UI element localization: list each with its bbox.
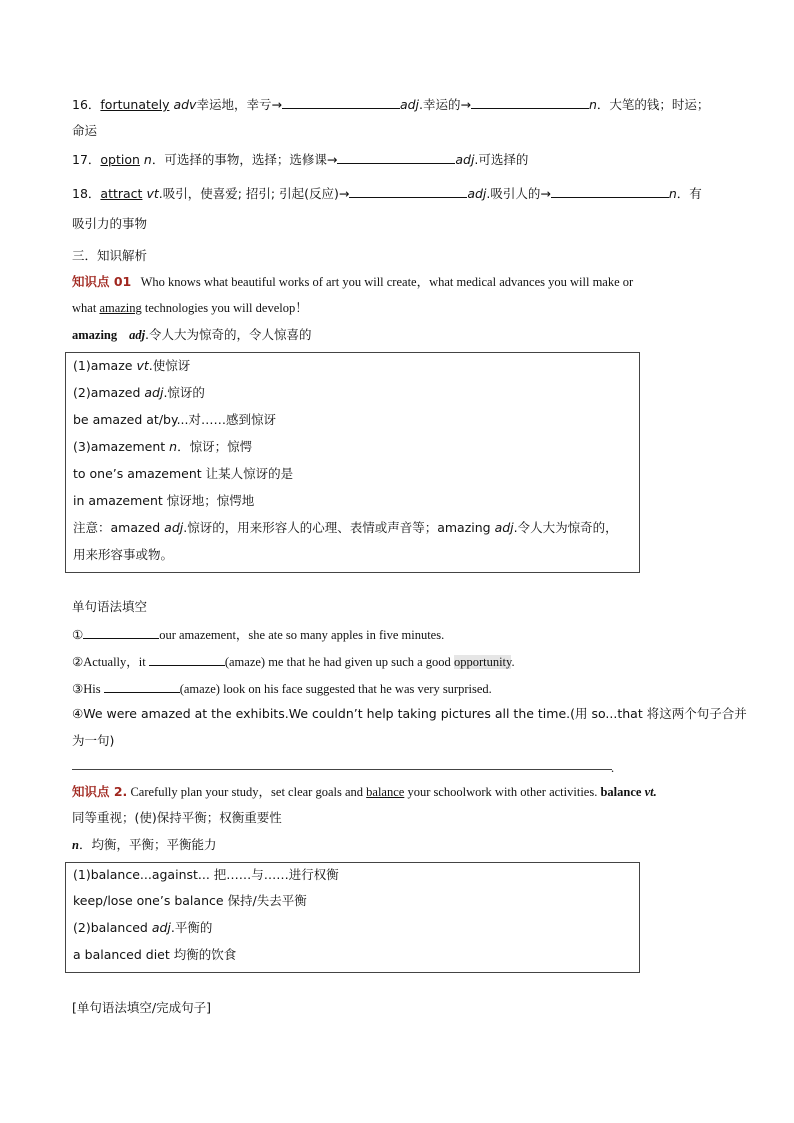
answer-blank[interactable] xyxy=(349,185,467,198)
kp-sentence-text: Who knows what beautiful works of art you will create，what medical advances you will make or xyxy=(140,275,634,289)
kp2-notes-box xyxy=(65,862,640,973)
kp-label: 知识点 01 xyxy=(72,274,132,289)
item-number: ① xyxy=(72,627,84,642)
answer-line[interactable] xyxy=(72,769,612,770)
vocab-meaning: ．有 xyxy=(676,186,702,201)
part-of-speech: vt. xyxy=(644,785,657,799)
vocab-word: attract xyxy=(100,186,143,201)
note-line: (2)balanced adj.平衡的 xyxy=(73,920,213,935)
item-number: 16． xyxy=(72,97,101,112)
note-line: 用来形容事或物。 xyxy=(73,547,174,562)
item-text: (amaze) me that he had given up such a good xyxy=(224,655,454,669)
vocab-item-18 xyxy=(72,185,702,202)
note-line: a balanced diet 均衡的饮食 xyxy=(73,947,237,962)
answer-line-end: . xyxy=(611,761,615,775)
part-of-speech: n xyxy=(668,186,677,201)
kp2-noun-line xyxy=(72,837,216,853)
item-text: His xyxy=(83,682,104,696)
answer-blank[interactable] xyxy=(551,185,669,198)
exercise-title: 单句语法填空 xyxy=(72,599,148,614)
exercise-title: [单句语法填空/完成句子] xyxy=(72,1000,211,1015)
kp2-sentence xyxy=(72,784,657,800)
part-of-speech: adj xyxy=(467,186,487,201)
highlighted-word: opportunity xyxy=(453,655,512,669)
vocab-word: option xyxy=(100,152,140,167)
kp-sentence-text: Carefully plan your study，set clear goals and xyxy=(127,785,367,799)
keyword: amazing xyxy=(99,301,142,315)
note-line: to one’s amazement 让某人惊讶的是 xyxy=(73,466,294,481)
exercise-item-4-cont: 为一句) xyxy=(72,733,115,748)
answer-blank[interactable] xyxy=(471,96,589,109)
note-line: keep/lose one’s balance 保持/失去平衡 xyxy=(73,893,307,908)
part-of-speech: n xyxy=(72,838,79,852)
headword: balance xyxy=(600,785,642,799)
note-line: (2)amazed adj.惊讶的 xyxy=(73,385,205,400)
kp1-notes-box xyxy=(65,352,640,573)
item-number: ② xyxy=(72,654,84,669)
exercise-item-4 xyxy=(72,706,747,722)
item-text: Actually，it xyxy=(83,655,149,669)
headword: amazing xyxy=(72,328,118,342)
headword-meaning: ．均衡，平衡；平衡能力 xyxy=(78,837,217,852)
note-line: (1)amaze vt.使惊讶 xyxy=(73,358,191,373)
kp1-headword xyxy=(72,327,312,343)
note-line: in amazement 惊讶地；惊愕地 xyxy=(73,493,255,508)
keyword: balance xyxy=(366,785,405,799)
note-line: 注意：amazed adj.惊讶的，用来形容人的心理、表情或声音等；amazing adj.令人大为惊奇的， xyxy=(73,520,618,535)
note-line: be amazed at/by...对……感到惊讶 xyxy=(73,412,276,427)
item-text: . xyxy=(511,655,515,669)
answer-blank[interactable] xyxy=(83,626,159,639)
exercise-item-3 xyxy=(72,680,492,697)
part-of-speech: adj xyxy=(455,152,475,167)
vocab-item-17 xyxy=(72,151,528,168)
vocab-meaning: .吸引人的→ xyxy=(486,186,551,201)
vocab-meaning: 幸运地，幸亏→ xyxy=(196,97,282,112)
vocab-meaning: .幸运的→ xyxy=(419,97,471,112)
answer-blank[interactable] xyxy=(104,680,180,693)
item-text: We were amazed at the exhibits.We couldn’t help taking pictures all the time.(用 so...that 将这两个句子合并 xyxy=(83,706,747,721)
exercise-item-2 xyxy=(72,653,515,670)
vocab-item-16 xyxy=(72,96,709,113)
answer-blank[interactable] xyxy=(282,96,400,109)
kp-sentence-text: technologies you will develop！ xyxy=(141,301,308,315)
exercise-item-1 xyxy=(72,626,444,643)
vocab-meaning: ．大笔的钱；时运； xyxy=(596,97,710,112)
item-text: (amaze) look on his face suggested that he was very surprised. xyxy=(179,682,492,696)
item-number: 18． xyxy=(72,186,101,201)
part-of-speech: vt xyxy=(146,186,159,201)
part-of-speech: adv xyxy=(173,97,197,112)
vocab-meaning: .吸引，使喜爱; 招引; 引起(反应)→ xyxy=(158,186,350,201)
note-line: (1)balance...against... 把……与……进行权衡 xyxy=(73,867,339,882)
vocab-word: fortunately xyxy=(100,97,170,112)
part-of-speech: adj xyxy=(399,97,420,112)
vocab-item-16-cont: 命运 xyxy=(72,123,98,138)
headword-meaning: .令人大为惊奇的，令人惊喜的 xyxy=(145,327,312,342)
item-text: our amazement，she ate so many apples in five minutes. xyxy=(159,628,445,642)
vocab-item-18-cont: 吸引力的事物 xyxy=(72,216,148,231)
section-title: 三．知识解析 xyxy=(72,248,148,263)
kp-sentence-text: your schoolwork with other activities. xyxy=(404,785,601,799)
answer-blank[interactable] xyxy=(337,151,455,164)
kp1-sentence xyxy=(72,274,633,290)
vocab-meaning: .可选择的 xyxy=(474,152,529,167)
kp-sentence-text: what xyxy=(72,301,100,315)
kp-label: 知识点 2. xyxy=(72,784,128,799)
note-line: (3)amazement n．惊讶；惊愕 xyxy=(73,439,253,454)
vocab-meaning: ．可选择的事物，选择；选修课→ xyxy=(151,152,338,167)
part-of-speech: n xyxy=(143,152,152,167)
item-number: 17． xyxy=(72,152,101,167)
item-number: ④ xyxy=(72,706,84,721)
part-of-speech: adj xyxy=(129,328,146,342)
item-number: ③ xyxy=(72,681,84,696)
kp2-meaning-line: 同等重视；(使)保持平衡；权衡重要性 xyxy=(72,810,282,825)
part-of-speech: n xyxy=(588,97,597,112)
answer-blank[interactable] xyxy=(149,653,225,666)
kp1-sentence-cont xyxy=(72,300,308,316)
